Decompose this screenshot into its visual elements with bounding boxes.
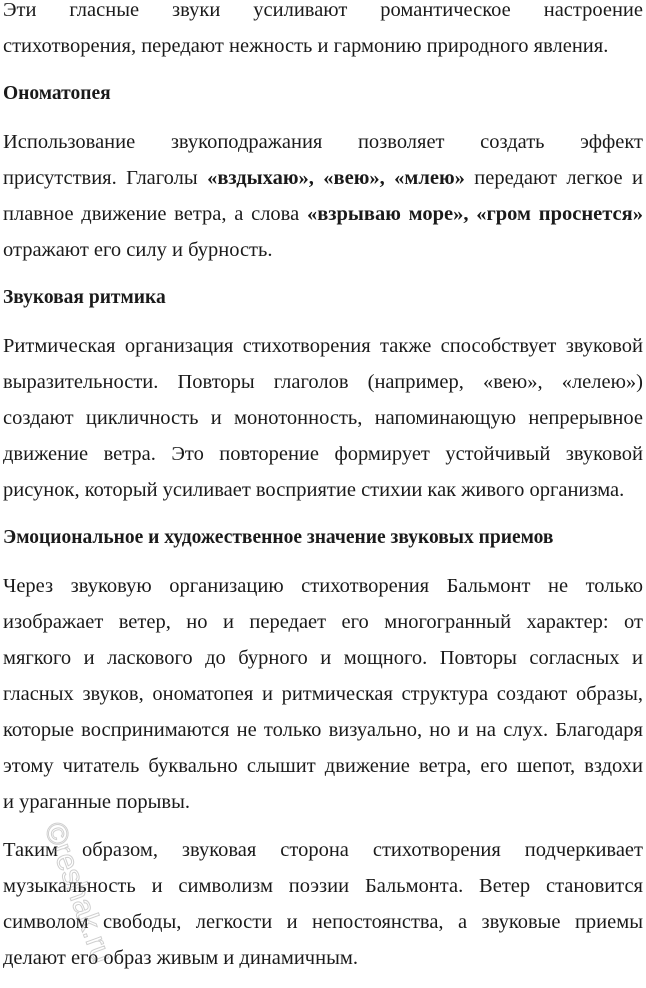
text-line xyxy=(3,328,643,364)
text-line xyxy=(3,676,643,712)
text-line xyxy=(3,712,643,748)
bold-quote: «взрываю море», «гром проснется» xyxy=(306,203,643,225)
text-run: стихотворения, передают нежность и гармонию природного явления. xyxy=(3,35,609,57)
text-line xyxy=(3,196,643,232)
text-run: Через звуковую организацию стихотворения Бальмонт не только xyxy=(3,575,643,597)
text-run: рисунок, который усиливает восприятие стихии как живого организма. xyxy=(3,479,625,501)
section-heading xyxy=(3,76,643,112)
text-line xyxy=(3,124,643,160)
text-line xyxy=(3,784,643,820)
document-body xyxy=(3,0,643,988)
text-line xyxy=(3,160,643,196)
text-run: Ономатопея xyxy=(3,83,111,104)
text-run: музыкальность и символизм поэзии Бальмонта. Ветер становится xyxy=(3,875,643,897)
text-line xyxy=(3,28,643,64)
text-line xyxy=(3,868,643,904)
text-run: Звуковая ритмика xyxy=(3,287,166,308)
paragraph xyxy=(3,124,643,268)
svg-text:©reshak.ru: ©reshak.ru xyxy=(37,818,119,968)
text-line xyxy=(3,0,643,28)
text-run: создают цикличность и монотонность, напоминающую непрерывное xyxy=(3,407,643,429)
text-run: присутствия. Глаголы xyxy=(3,167,208,189)
text-run: Ритмическая организация стихотворения также способствует звуковой xyxy=(3,335,643,357)
paragraph xyxy=(3,832,643,976)
text-line xyxy=(3,436,643,472)
text-run: отражают его силу и бурность. xyxy=(3,239,273,261)
text-line xyxy=(3,832,643,868)
text-run: этому читатель буквально слышит движение ветра, его шепот, вздохи xyxy=(3,755,643,777)
text-line xyxy=(3,472,643,508)
text-line xyxy=(3,364,643,400)
paragraph xyxy=(3,328,643,508)
text-run: которые воспринимаются не только визуально, но и на слух. Благодаря xyxy=(3,719,643,741)
text-run: передают легкое и xyxy=(464,167,643,189)
text-run: Эмоциональное и художественное значение звуковых приемов xyxy=(3,527,554,548)
text-line xyxy=(3,748,643,784)
text-run: мягкого и ласкового до бурного и мощного. Повторы согласных и xyxy=(3,647,643,669)
text-run: и ураганные порывы. xyxy=(3,791,190,813)
text-run: символом свободы, легкости и непостоянства, а звуковые приемы xyxy=(3,911,643,933)
text-run: движение ветра. Это повторение формирует устойчивый звуковой xyxy=(3,443,643,465)
text-run: Таким образом, звуковая сторона стихотворения подчеркивает xyxy=(3,839,643,861)
text-run: плавное движение ветра, а слова xyxy=(3,203,307,225)
text-run: делают его образ живым и динамичным. xyxy=(3,947,358,969)
text-line xyxy=(3,940,643,976)
paragraph xyxy=(3,0,643,64)
text-line xyxy=(3,640,643,676)
text-line xyxy=(3,280,643,316)
text-run: Эти гласные звуки усиливают романтическое настроение xyxy=(3,0,643,21)
paragraph xyxy=(3,568,643,820)
text-line xyxy=(3,76,643,112)
section-heading xyxy=(3,520,643,556)
text-line xyxy=(3,232,643,268)
text-line xyxy=(3,604,643,640)
text-run: изображает ветер, но и передает его многогранный характер: от xyxy=(3,611,643,633)
text-run: выразительности. Повторы глаголов (например, «вею», «лелею») xyxy=(3,371,643,393)
text-line xyxy=(3,400,643,436)
text-line xyxy=(3,520,643,556)
text-line xyxy=(3,568,643,604)
text-run: гласных звуков, ономатопея и ритмическая структура создают образы, xyxy=(3,683,643,705)
text-line xyxy=(3,904,643,940)
bold-quote: «вздыхаю», «вею», «млею» xyxy=(207,167,465,189)
text-run: Использование звукоподражания позволяет создать эффект xyxy=(3,131,643,153)
section-heading xyxy=(3,280,643,316)
